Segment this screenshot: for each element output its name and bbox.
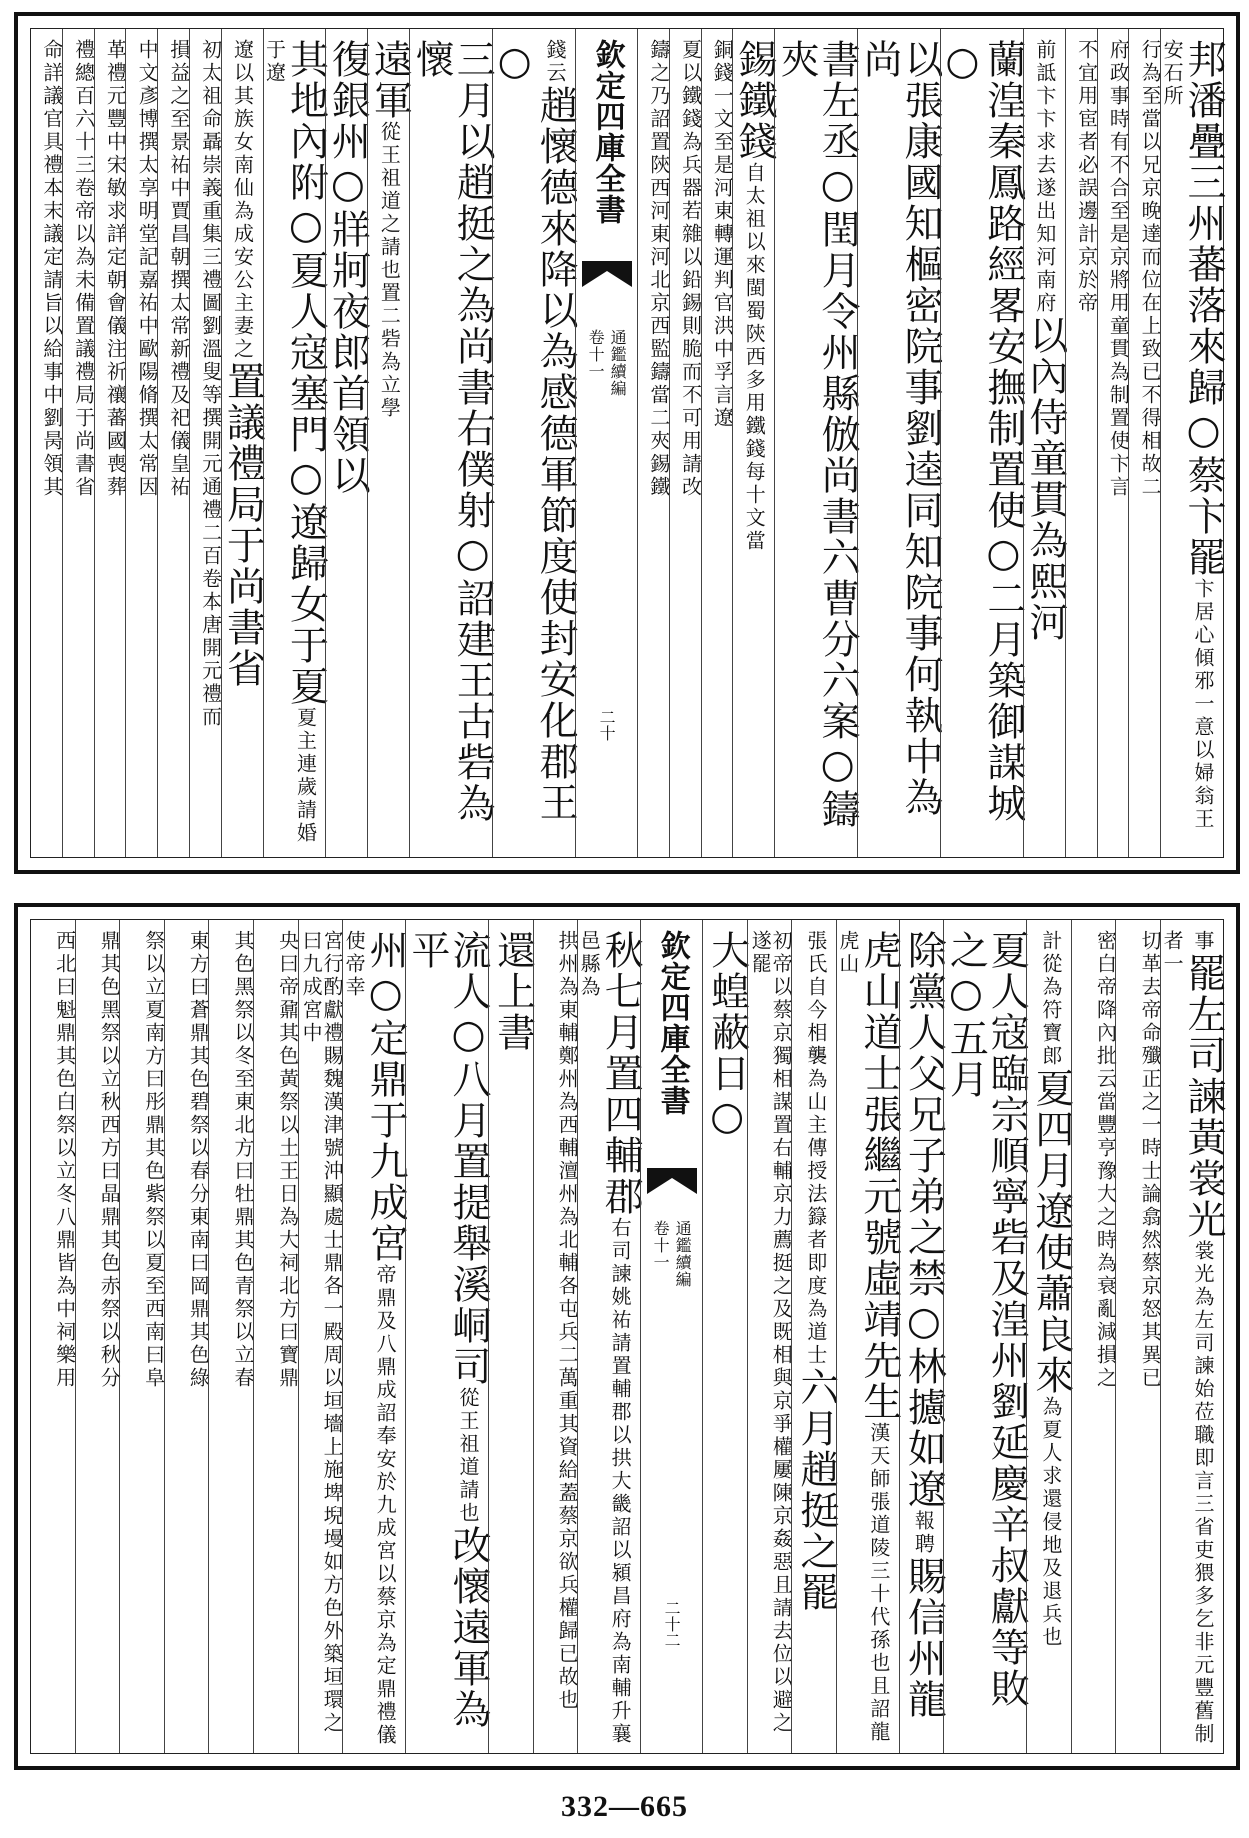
- text-column: 祭以立夏南方曰彤鼎其色紫祭以夏至西南曰阜: [119, 920, 164, 1753]
- page-number: 332—665: [561, 1790, 688, 1823]
- text-column: 錫鐵錢自太祖以來閩蜀陝西多用鐵錢每十文當: [732, 29, 774, 857]
- book-title: 通鑑續編: [608, 329, 628, 397]
- text-column: 不宜用宦者必誤邊計京於帝: [1065, 29, 1097, 857]
- top-page: [14, 12, 1240, 874]
- top-page-frame: [30, 28, 1224, 858]
- text-column: 中文彥博撰太享明堂記嘉祐中歐陽脩撰太常因: [125, 29, 157, 857]
- page-center-fold: [575, 29, 637, 857]
- text-column: 府政事時有不合至是京將用童貫為制置使卞言: [1097, 29, 1129, 857]
- text-column: 其色黑祭以冬至東北方曰牡鼎其色青祭以立春: [208, 920, 253, 1753]
- text-column: 張氏自今相襲為山主傳授法籙者即度為道士六月趙挺之罷: [791, 920, 836, 1753]
- text-column: 夏以鐵錢為兵器若雜以鉛錫則脆而不可用請改: [669, 29, 701, 857]
- text-column: 革禮元豐中宋敏求詳定朝會儀注祈禳蕃國喪葬: [94, 29, 126, 857]
- volume-number: 卷十一: [586, 329, 606, 380]
- page-center-fold: [640, 920, 702, 1753]
- text-column: 東方曰蒼鼎其色碧祭以春分東南曰岡鼎其色綠: [164, 920, 209, 1753]
- book-title: 通鑑續編: [673, 1220, 693, 1288]
- text-column: 央曰帝鼐其色黃祭以土王日為大祠北方曰寶鼎: [253, 920, 298, 1753]
- bottom-page-frame: [30, 919, 1224, 1754]
- text-column: 大蝗蔽日○: [702, 920, 747, 1753]
- text-column: 秋七月置四輔郡右司諫姚祐請置輔郡以拱大畿詔以潁昌府為南輔升襄邑縣為: [577, 920, 640, 1753]
- text-column: 計從為符寶郎夏四月遼使蕭良來為夏人求還侵地及退兵也: [1026, 920, 1071, 1753]
- text-column: 鑄之乃詔置陝西河東河北京西監鑄當二夾錫鐵: [637, 29, 669, 857]
- text-column: 錢云趙懷德來降以為感德軍節度使封安化郡王○: [492, 29, 575, 857]
- leaf-number: 二十二: [662, 1600, 682, 1648]
- text-column: 宮行酌獻禮賜魏漢津號沖顯處士鼎各一殿周以垣墻上施埤堄墁如方色外築垣環之曰九成宮中: [298, 920, 343, 1753]
- text-column: 流人○八月置提舉溪峒司從王祖道請也改懷遠軍為平: [405, 920, 488, 1753]
- text-column: 遠軍從王祖道之請也置二砦為立學: [367, 29, 409, 857]
- text-column: 拱州為東輔鄭州為西輔澶州為北輔各屯兵二萬重其資給蓋蔡京欲兵權歸已故也: [533, 920, 578, 1753]
- leaf-number: 二十: [597, 709, 617, 741]
- text-column: 夏人寇臨宗順寧砦及湟州劉延慶辛叔獻等敗之○五月: [943, 920, 1026, 1753]
- book-series-title: 欽定四庫全書: [654, 930, 690, 1116]
- text-column: 切革去帝命殲正之一時士論翕然蔡京怒其異已: [1115, 920, 1160, 1753]
- text-column: 密白帝降內批云當豐亨豫大之時為衰亂減損之: [1071, 920, 1116, 1753]
- text-column: 初帝以蔡京獨相謀置右輔京力薦挺之及既相與京爭權屢陳京姦惡且請去位以避之遂罷: [747, 920, 792, 1753]
- text-column: 遼以其族女南仙為成安公主妻之置議禮局于尚書省: [221, 29, 263, 857]
- text-column: 書左丞○閏月令州縣倣尚書六曹分六案○鑄夾: [774, 29, 857, 857]
- text-column: 其地內附○夏人寇塞門○遼歸女于夏夏主連歲請婚于遼: [263, 29, 326, 857]
- volume-number: 卷十一: [651, 1220, 671, 1271]
- text-column: 事罷左司諫黃裳光裳光為左司諫始莅職即言三省吏猥多乞非元豐舊制者一: [1160, 920, 1223, 1753]
- text-column: 禮總百六十三卷帝以為未備置議禮局于尚書省: [62, 29, 94, 857]
- fish-tail-ornament-icon: [582, 261, 632, 287]
- text-column: 命詳議官具禮本末議定請旨以給事中劉昺領其: [39, 39, 64, 499]
- text-column: 行為至當以兄京晚達而位在上致已不得相故二: [1128, 29, 1160, 857]
- fish-tail-ornament-icon: [647, 1168, 697, 1194]
- text-column: 還上書: [488, 920, 533, 1753]
- text-column: 以張康國知樞密院事劉逵同知院事何執中為尚: [857, 29, 940, 857]
- text-column: 西北曰魁鼎其色白祭以立冬八鼎皆為中祠樂用: [52, 930, 77, 1390]
- bottom-page-columns: [31, 920, 1226, 1753]
- text-column: 州○定鼎于九成宮帝鼎及八鼎成詔奉安於九成宮以蔡京為定鼎禮儀使帝幸: [342, 920, 405, 1753]
- text-column: 鼎其色黑祭以立秋西方曰晶鼎其色赤祭以秋分: [75, 920, 120, 1753]
- text-column: 損益之至景祐中賈昌朝撰太常新禮及祀儀皇祐: [157, 29, 189, 857]
- text-column: 初太祖命聶崇義重集三禮圖劉溫叟等撰開元通禮二百卷本唐開元禮而: [189, 29, 221, 857]
- text-column: 虎山道士張繼元號虛靖先生漢天師張道陵三十代孫也且詔龍虎山: [836, 920, 899, 1753]
- text-column: 邦潘疊三州蕃落來歸○蔡卞罷卞居心傾邪一意以婦翁王安石所: [1160, 29, 1223, 857]
- text-column: 蘭湟秦鳳路經畧安撫制置使○二月築御謀城○: [940, 29, 1023, 857]
- text-column: 銅錢一文至是河東轉運判官洪中孚言遼: [701, 29, 733, 857]
- text-column: 前詆卞卞求去遂出知河南府以內侍童貫為熙河: [1023, 29, 1065, 857]
- text-column: 三月以趙挺之為尚書右僕射○詔建王古砦為懷: [409, 29, 492, 857]
- book-series-title: 欽定四庫全書: [589, 39, 625, 225]
- top-page-columns: [31, 29, 1226, 857]
- text-column: 復銀州○牂牁夜郎首領以: [325, 29, 367, 857]
- bottom-page: [14, 903, 1240, 1770]
- text-column: 除黨人父兄子弟之禁○林攄如遼報聘賜信州龍: [899, 920, 944, 1753]
